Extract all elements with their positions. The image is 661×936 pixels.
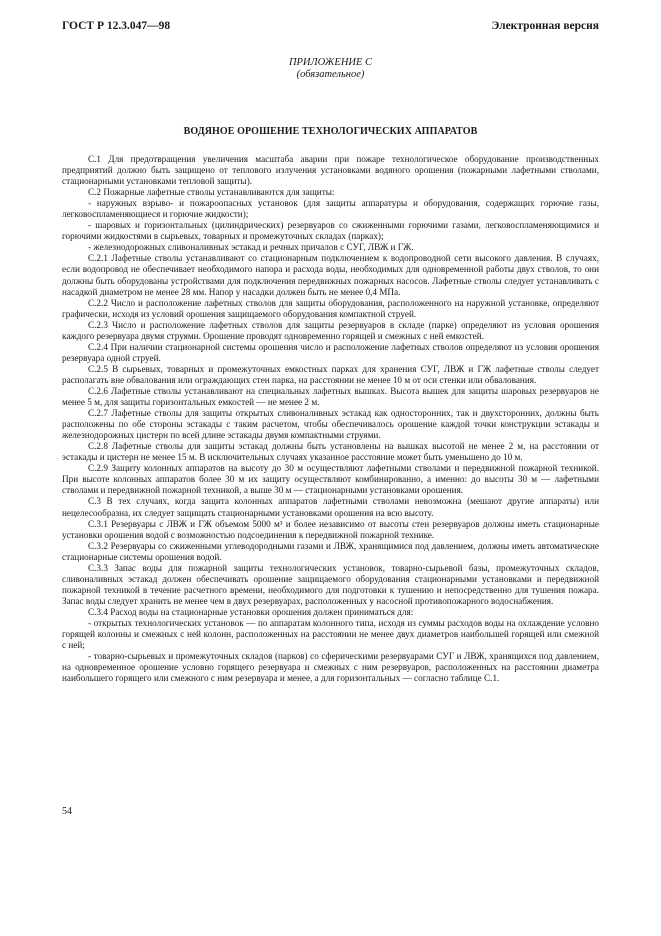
list-item: - открытых технологических установок — по аппаратам колонного типа, исходя из суммы расходов воды на охлаждение условно горящей колонны и смежных с ней колонн, расположенных на расстоянии не менее двух диаметров наибольшей горящей или смежной с ней; <box>62 617 599 651</box>
paragraph: С.2.2 Число и расположение лафетных стволов для защиты оборудования, расположенного на наружной установке, определяют графически, исходя из условий орошения защищаемого оборудования компактной струей. <box>62 297 599 319</box>
paragraph: С.2 Пожарные лафетные стволы устанавливаются для защиты: <box>88 187 335 198</box>
doc-code: ГОСТ Р 12.3.047—98 <box>62 20 171 32</box>
body-text <box>62 154 599 684</box>
paragraph: С.3.2 Резервуары со сжиженными углеводородными газами и ЛВЖ, хранящимися под давлением, должны иметь автоматические стационарные системы орошения водой. <box>62 540 599 562</box>
paragraph: С.1 Для предотвращения увеличения масштаба аварии при пожаре технологическое оборудование производственных предприятий должно быть защищено от теплового излучения установками водяного орошения (пожарными лафетными стволами, стационарными установками тепловой защиты). <box>62 154 599 187</box>
paragraph: С.3.3 Запас воды для пожарной защиты технологических установок, товарно-сырьевой базы, промежуточных складов, сливоналивных эстакад должен обеспечивать орошение защищаемого оборудования стационарными установками и передвижной пожарной техникой в течение расчетного времени, необходимого для подготовки к тушению и непосредственно для тушения пожара. Запас воды следует хранить не менее чем в двух резервуарах, расположенных у насосной противопожарного водоснабжения. <box>62 562 599 606</box>
appendix-name: ПРИЛОЖЕНИЕ С <box>288 57 373 68</box>
list-item: - товарно-сырьевых и промежуточных складов (парков) со сферическими резервуарами СУГ и ЛВЖ, хранящихся под давлением, на одновременное орошение условно горящего резервуара и смежных с ним резервуаров, расположенных на расстоянии диаметра наибольшего горящего или смежного с ним резервуара и менее, а для горизонтальных — согласно таблице С.1. <box>62 651 599 684</box>
paragraph: С.2.1 Лафетные стволы устанавливают со стационарным подключением к водопроводной сети высокого давления. В случаях, если водопровод не обеспечивает необходимого напора и расхода воды, необходимых для одновременной работы двух стволов, то они должны быть оборудованы устройствами для подключения передвижных пожарных насосов. Лафетные стволы следует устанавливать с насадкой диаметром не менее 28 мм. Напор у насадки должен быть не менее 0,4 МПа. <box>62 253 599 297</box>
list-item: - шаровых и горизонтальных (цилиндрических) резервуаров со сжиженными горючими газами, легковоспламеняющимися и горючими жидкостями в сырьевых, товарных и промежуточных складах (парках); <box>62 220 599 242</box>
paragraph: С.2.5 В сырьевых, товарных и промежуточных емкостных парках для хранения СУГ, ЛВЖ и ГЖ лафетные стволы следует располагать вне обвалования или ограждающих стен парка, на расстоянии не менее 10 м от оси стенки или обвалования. <box>62 363 599 385</box>
paragraph: С.2.9 Защиту колонных аппаратов на высоту до 30 м осуществляют лафетными стволами и передвижной пожарной техникой. При высоте колонных аппаратов более 30 м их защиту осуществляют комбинированно, а именно: до высоты 30 м — лафетными стволами и передвижной пожарной техникой, а выше 30 м — стационарными установками орошения. <box>62 463 599 496</box>
page-number: 54 <box>62 806 72 817</box>
paragraph: С.2.7 Лафетные стволы для защиты открытых сливоналивных эстакад как односторонних, так и двухсторонних, должны быть расположены по обе стороны эстакады с таким расчетом, чтобы обеспечивалось орошение каждой точки конструкции эстакады и железнодорожных цистерн по всей длине эстакады двумя компактными струями. <box>62 408 599 441</box>
edition-label: Электронная версия <box>491 20 599 32</box>
list-item: - железнодорожных сливоналивных эстакад и речных причалов с СУГ, ЛВЖ и ГЖ. <box>88 242 414 253</box>
paragraph: С.2.8 Лафетные стволы для защиты эстакад должны быть установлены на вышках высотой не менее 2 м, на расстоянии от эстакады и цистерн не менее 15 м. В исключительных случаях указанное расстояние может быть уменьшено до 10 м. <box>62 441 599 463</box>
section-title: ВОДЯНОЕ ОРОШЕНИЕ ТЕХНОЛОГИЧЕСКИХ АППАРАТОВ <box>183 126 478 137</box>
page-header <box>62 20 599 32</box>
paragraph: С.3 В тех случаях, когда защита колонных аппаратов лафетными стволами невозможна (мешают другие аппараты) или нецелесообразна, их следует защищать стационарными установками орошения на всю высоту. <box>62 496 599 518</box>
paragraph: С.2.4 При наличии стационарной системы орошения число и расположение лафетных стволов определяют из условия орошения резервуара одной струей. <box>62 341 599 363</box>
paragraph: С.2.3 Число и расположение лафетных стволов для защиты резервуаров в складе (парке) определяют из условия орошения каждого резервуара двумя струями. Орошение проводят одновременно горящей и смежных с ней емкостей. <box>62 319 599 341</box>
appendix-status: (обязательное) <box>296 69 365 80</box>
paragraph: С.3.4 Расход воды на стационарные установки орошения должен приниматься для: <box>88 606 414 617</box>
appendix-heading <box>0 57 661 81</box>
paragraph: С.2.6 Лафетные стволы устанавливают на специальных лафетных вышках. Высота вышек для защиты шаровых резервуаров не менее 5 м, для защиты горизонтальных емкостей — не менее 2 м. <box>62 385 599 408</box>
paragraph: С.3.1 Резервуары с ЛВЖ и ГЖ объемом 5000 м³ и более независимо от высоты стен резервуаров должны иметь стационарные установки орошения водой с возможностью подсоединения к передвижной пожарной технике. <box>62 518 599 540</box>
list-item: - наружных взрыво- и пожароопасных установок (для защиты аппаратуры и оборудования, содержащих горючие газы, легковоспламеняющиеся и горючие жидкости); <box>62 198 599 220</box>
